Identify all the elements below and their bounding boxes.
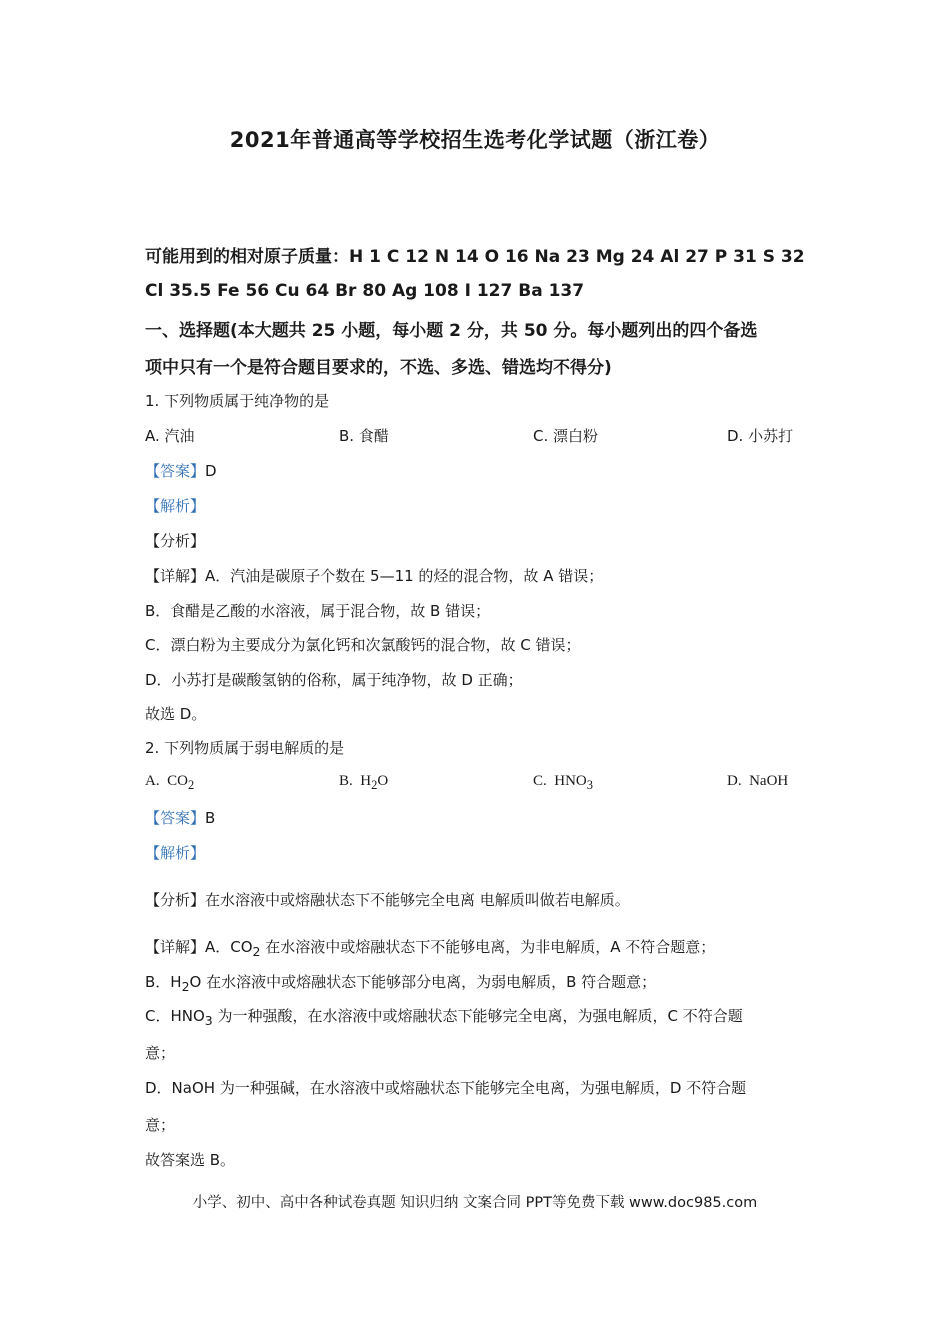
q1-fenxi: 【分析】	[145, 532, 206, 550]
q1-option-a: A. 汽油	[145, 427, 195, 445]
q2-option-a-letter: A.	[145, 773, 160, 789]
q2-option-b-post: O	[377, 773, 389, 789]
q2-detail-c-post: 为一种强酸，在水溶液中或熔融状态下能够完全电离，为强电解质，C 不符合题	[212, 1007, 743, 1025]
q2-answer-label: 【答案】	[145, 809, 206, 827]
q1-question: 1. 下列物质属于纯净物的是	[145, 392, 330, 410]
q2-answer	[145, 807, 215, 828]
atomic-mass-line-1: 可能用到的相对原子质量：H 1 C 12 N 14 O 16 Na 23 Mg 24 Al 27 P 31 S 32	[145, 247, 805, 267]
q2-option-d	[727, 773, 788, 793]
q1-answer-label: 【答案】	[145, 462, 206, 480]
q1-detail-c: C．漂白粉为主要成分为氯化钙和次氯酸钙的混合物，故 C 错误；	[145, 636, 581, 654]
q2-option-c	[533, 773, 593, 793]
q2-detail-b-pre: B．H	[145, 973, 182, 991]
q2-option-c-formula: HNO	[554, 773, 587, 789]
q2-detail-b	[145, 971, 656, 994]
q2-option-d-letter: D.	[727, 773, 742, 789]
q2-detail-c-sub: 3	[204, 1013, 213, 1028]
q1-option-c: C. 漂白粉	[533, 427, 599, 445]
q2-option-a-formula: CO	[167, 773, 188, 789]
q2-detail-d: D．NaOH 为一种强碱，在水溶液中或熔融状态下能够完全电离，为强电解质，D 不符合题	[145, 1079, 747, 1097]
q2-detail-a-pre: 【详解】A．CO	[145, 938, 253, 956]
q2-question: 2. 下列物质属于弱电解质的是	[145, 739, 345, 757]
q2-option-d-formula: NaOH	[749, 773, 789, 789]
q2-detail-a	[145, 936, 715, 959]
page-title: 2021年普通高等学校招生选考化学试题（浙江卷）	[229, 128, 721, 152]
q2-detail-a-post: 在水溶液中或熔融状态下不能够电离，为非电解质，A 不符合题意；	[260, 938, 716, 956]
q2-option-b	[339, 773, 388, 793]
q2-detail-a-sub: 2	[252, 944, 261, 959]
q2-option-c-letter: C.	[533, 773, 547, 789]
q1-detail-b: B．食醋是乙酸的水溶液，属于混合物，故 B 错误；	[145, 602, 491, 620]
q1-detail-d: D．小苏打是碳酸氢钠的俗称，属于纯净物，故 D 正确；	[145, 671, 523, 689]
q2-option-b-formula: H	[360, 773, 372, 789]
q2-option-a	[145, 773, 194, 793]
q1-analysis-label: 【解析】	[145, 497, 206, 515]
section-heading-line-1: 一、选择题(本大题共 25 小题，每小题 2 分，共 50 分。每小题列出的四个备选	[145, 321, 758, 341]
q2-fenxi: 【分析】在水溶液中或熔融状态下不能够完全电离 电解质叫做若电解质。	[145, 891, 630, 909]
q2-analysis-label: 【解析】	[145, 844, 206, 862]
q2-detail-b-post: O 在水溶液中或熔融状态下能够部分电离，为弱电解质，B 符合题意；	[189, 973, 657, 991]
q1-option-d: D. 小苏打	[727, 427, 794, 445]
q1-answer-value: D	[205, 462, 217, 480]
footer-banner: 小学、初中、高中各种试卷真题 知识归纳 文案合同 PPT等免费下载 www.doc985.com	[192, 1195, 758, 1211]
q2-detail-d-cont: 意；	[145, 1116, 176, 1134]
q2-detail-c-cont: 意；	[145, 1044, 176, 1062]
q1-conclusion: 故选 D。	[145, 705, 207, 723]
atomic-mass-line-2: Cl 35.5 Fe 56 Cu 64 Br 80 Ag 108 I 127 Ba 137	[145, 281, 585, 301]
q2-conclusion: 故答案选 B。	[145, 1151, 236, 1169]
q2-detail-c-pre: C．HNO	[145, 1007, 205, 1025]
q2-option-b-letter: B.	[339, 773, 353, 789]
q2-option-b-sub: 2	[371, 778, 378, 792]
q2-detail-c	[145, 1005, 743, 1028]
section-heading-line-2: 项中只有一个是符合题目要求的，不选、多选、错选均不得分)	[145, 358, 612, 378]
q2-answer-value: B	[205, 809, 216, 827]
q2-detail-b-sub: 2	[181, 979, 190, 994]
q1-detail-a: 【详解】A．汽油是碳原子个数在 5—11 的烃的混合物，故 A 错误；	[145, 567, 604, 585]
q1-option-b: B. 食醋	[339, 427, 389, 445]
q1-answer	[145, 460, 217, 481]
q2-option-c-sub: 3	[586, 778, 594, 792]
q2-option-a-sub: 2	[187, 778, 195, 792]
